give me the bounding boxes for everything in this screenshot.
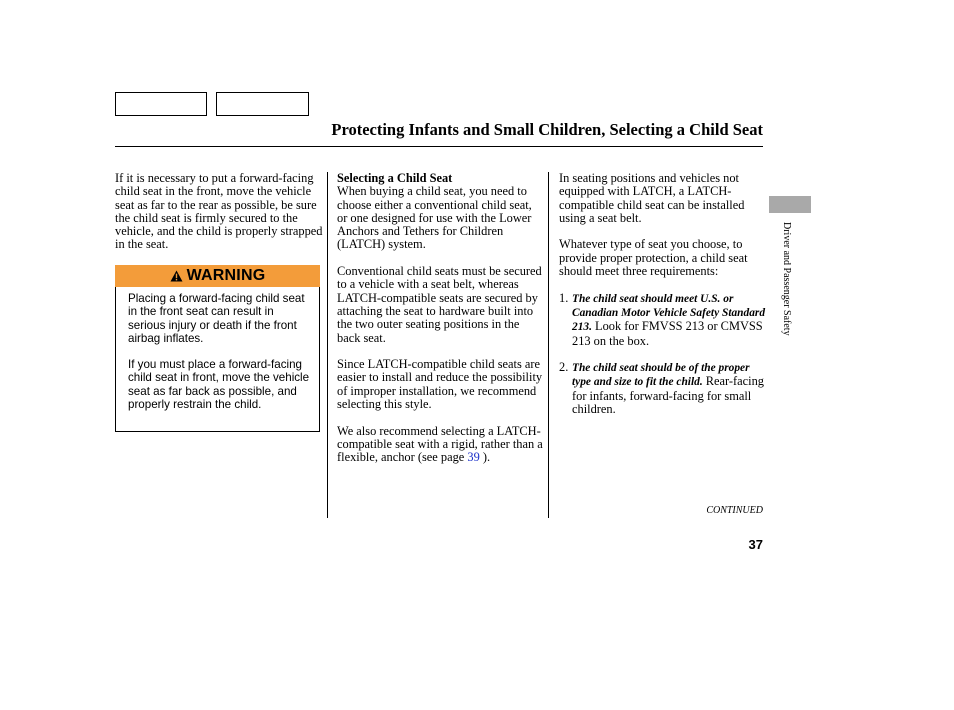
paragraph <box>337 425 543 465</box>
warning-header <box>115 265 320 287</box>
intro-paragraph: If it is necessary to put a forward-facing child seat in the front, move the vehicle seat as far to the rear as possible, be sure the child seat is firmly secured to the vehicle, and the child is properly strapped in the seat. <box>115 171 323 252</box>
page-number: 37 <box>748 537 763 552</box>
page-title: Protecting Infants and Small Children, Selecting a Child Seat <box>331 120 763 139</box>
paragraph-end: ). <box>482 450 491 465</box>
paragraph-text: We also recommend selecting a LATCH-compatible seat with a rigid, rather than a flexible, anchor (see page <box>337 423 543 465</box>
nav-box-1[interactable] <box>115 92 207 116</box>
item-number: 2. <box>559 360 569 375</box>
item-text: Look for FMVSS 213 or CMVSS 213 on the box. <box>572 319 763 348</box>
paragraph: When buying a child seat, you need to choose either a conventional child seat, or one designed for use with the Lower Anchors and Tethers for Children (LATCH) system. <box>337 184 532 252</box>
section-heading: Selecting a Child Seat <box>337 171 453 185</box>
item-number: 1. <box>559 290 569 305</box>
paragraph: In seating positions and vehicles not equipped with LATCH, a LATCH-compatible child seat can be installed using a seat belt. <box>559 171 745 225</box>
warning-text-1: Placing a forward-facing child seat in the front seat can result in serious injury or death if the front airbag inflates. <box>128 292 305 345</box>
warning-text-2: If you must place a forward-facing child seat in front, move the vehicle seat as far back as possible, and properly restrain the child. <box>128 358 310 411</box>
column-divider-1 <box>327 172 328 518</box>
paragraph: Whatever type of seat you choose, to provide proper protection, a child seat should meet three requirements: <box>559 237 748 279</box>
column-3 <box>559 172 769 430</box>
column-2 <box>337 172 543 478</box>
requirement-item-2 <box>559 361 769 416</box>
paragraph: Conventional child seats must be secured to a vehicle with a seat belt, whereas LATCH-compatible seats are secured by attaching the seat to hardware built into the two outer seating positions in the back seat. <box>337 264 542 345</box>
item-text: Rear-facing for infants, forward-facing for small children. <box>572 374 765 417</box>
column-divider-2 <box>548 172 549 518</box>
side-section-label: Driver and Passenger Safety <box>781 222 792 336</box>
section-tab[interactable] <box>769 196 811 213</box>
title-rule <box>115 146 763 147</box>
page-link[interactable]: 39 <box>467 450 480 465</box>
warning-triangle-icon <box>170 269 183 287</box>
item-bold-text: The child seat should meet U.S. or Canadian Motor Vehicle Safety Standard 213. <box>572 292 766 334</box>
nav-box-2[interactable] <box>216 92 309 116</box>
requirement-item-1 <box>559 292 769 348</box>
continued-label: CONTINUED <box>706 505 763 516</box>
warning-label: WARNING <box>186 267 266 284</box>
item-bold-text: The child seat should be of the proper type and size to fit the child. <box>572 362 750 389</box>
column-1 <box>115 172 323 265</box>
paragraph: Since LATCH-compatible child seats are easier to install and reduce the possibility of improper installation, we recommend selecting this style. <box>337 357 543 412</box>
